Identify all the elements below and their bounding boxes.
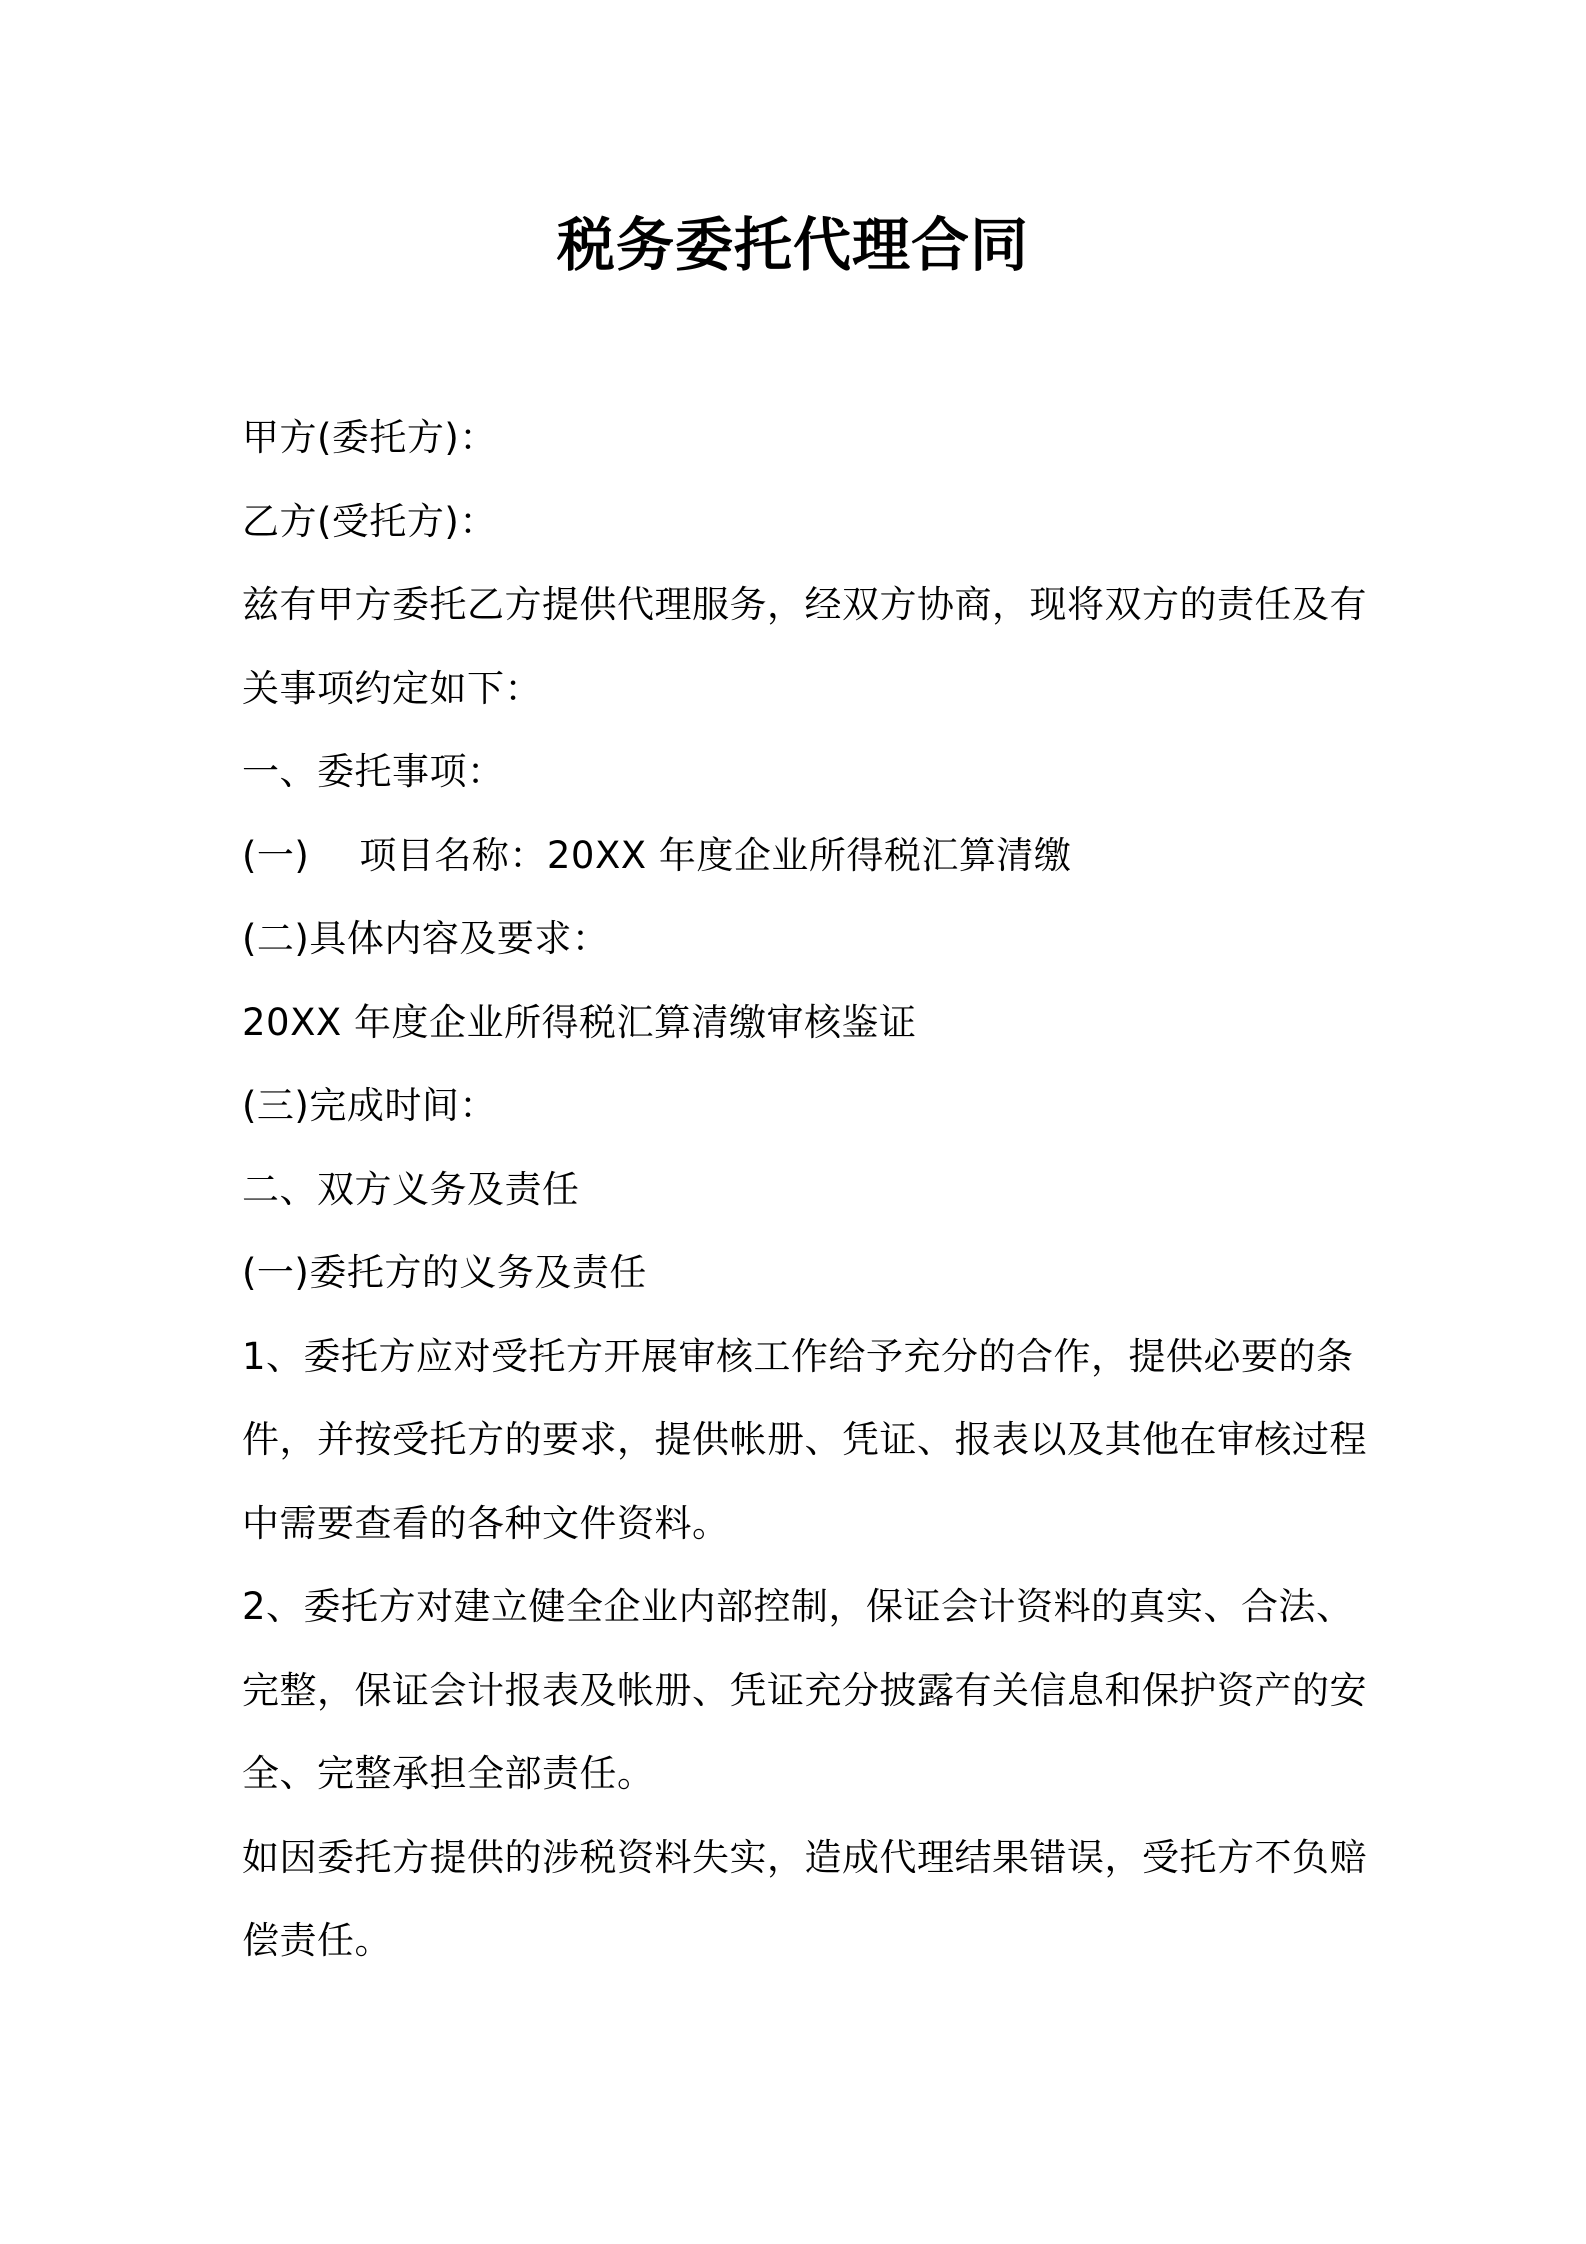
party-b-line: 乙方(受托方)：: [242, 499, 497, 543]
project-name-line: [242, 814, 1362, 898]
duty-2-line-1: 2、委托方对建立健全企业内部控制，保证会计资料的真实、合法、: [242, 1585, 1354, 1628]
duty-2-line-3: 全、完整承担全部责任。: [242, 1752, 655, 1795]
liability-line-1: 如因委托方提供的涉税资料失实，造成代理结果错误，受托方不负赔: [242, 1835, 1367, 1879]
liability-line-2: 偿责任。: [242, 1919, 392, 1962]
content-requirements-heading: (二)具体内容及要求：: [242, 917, 610, 960]
client-duties-heading: (一)委托方的义务及责任: [242, 1251, 647, 1294]
party-a-line: 甲方(委托方)：: [242, 416, 497, 459]
duty-1-line-1: 1、委托方应对受托方开展审核工作给予充分的合作，提供必要的条: [242, 1334, 1354, 1378]
completion-time-line: (三)完成时间：: [242, 1084, 497, 1127]
duty-1-line-3: 中需要查看的各种文件资料。: [242, 1501, 730, 1545]
document-title: 税务委托代理合同: [556, 211, 1029, 279]
duty-1-line-2: 件，并按受托方的要求，提供帐册、凭证、报表以及其他在审核过程: [242, 1418, 1367, 1461]
section-1-heading: 一、委托事项：: [242, 750, 505, 793]
section-2-heading: 二、双方义务及责任: [242, 1167, 580, 1211]
project-name-marker: (一): [242, 833, 310, 877]
preamble-line-2: 关事项约定如下：: [242, 666, 542, 710]
document-body: [242, 396, 1367, 1983]
preamble-line-1: 兹有甲方委托乙方提供代理服务，经双方协商，现将双方的责任及有: [242, 583, 1367, 626]
project-name-text: 项目名称：20XX 年度企业所得税汇算清缴: [359, 833, 1072, 877]
duty-2-line-2: 完整，保证会计报表及帐册、凭证充分披露有关信息和保护资产的安: [242, 1668, 1367, 1712]
content-requirements-text: 20XX 年度企业所得税汇算清缴审核鉴证: [242, 1000, 917, 1044]
